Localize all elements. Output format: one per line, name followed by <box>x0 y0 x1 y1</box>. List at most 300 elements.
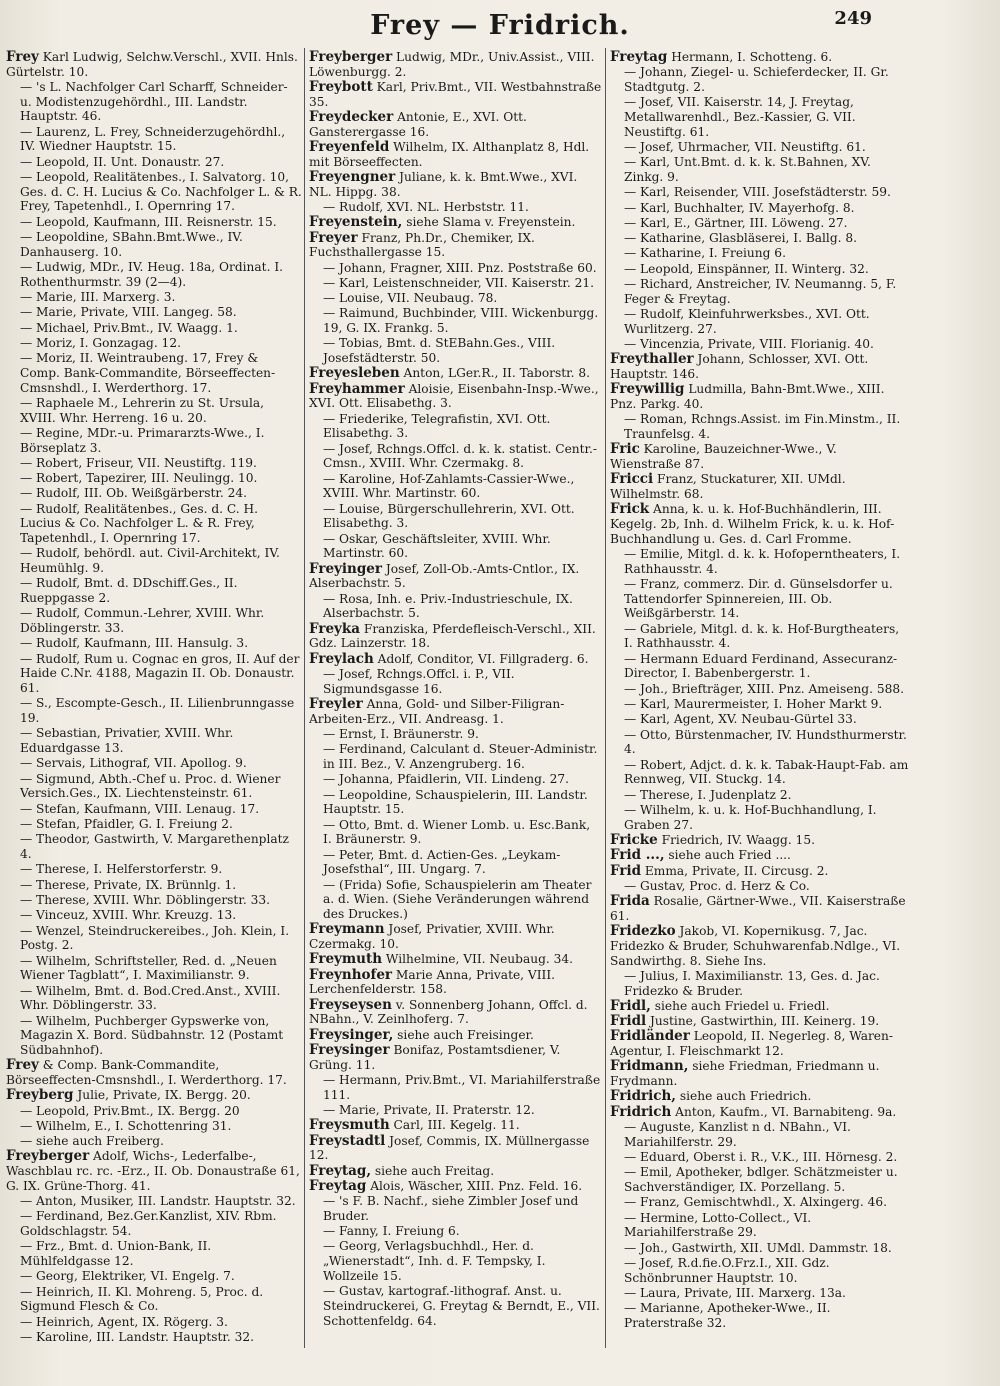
directory-entry <box>610 231 910 246</box>
directory-entry <box>610 848 910 863</box>
column-2 <box>309 50 602 1376</box>
entry-text: — siehe auch Freiberg. <box>20 1134 164 1149</box>
entry-text: — Raimund, Buchbinder, VIII. Wickenburgg. 19, G. IX. Frankg. 5. <box>323 306 599 336</box>
directory-entry <box>610 999 910 1014</box>
directory-entry <box>610 65 910 94</box>
directory-entry <box>6 1330 302 1345</box>
entry-text: Marie Anna, Private, VIII. Lerchenfelderstr. 158. <box>309 967 556 997</box>
directory-entry <box>610 1195 910 1210</box>
directory-entry <box>6 817 302 832</box>
entry-text: — Servais, Lithograf, VII. Apollog. 9. <box>20 756 247 771</box>
entry-surname: Freysinger, <box>309 1026 394 1043</box>
entry-surname: Freythaller <box>610 351 694 368</box>
directory-entry <box>6 486 302 501</box>
entry-text: — Otto, Bmt. d. Wiener Lomb. u. Esc.Bank, I. Bräunerstr. 9. <box>323 817 591 847</box>
entry-text: — Rudolf, Kleinfuhrwerksbes., XVI. Ott. Wurlitzerg. 27. <box>624 307 870 336</box>
entry-text: — Julius, I. Maximilianstr. 13, Ges. d. Jac. Fridezko & Bruder. <box>624 968 880 998</box>
entry-surname: Freyinger <box>309 560 382 577</box>
directory-entry <box>610 879 910 894</box>
entry-text: — Moriz, I. Gonzagag. 12. <box>20 335 181 350</box>
entry-text: — Johann, Ziegel- u. Schieferdecker, II. Gr. Stadtgutg. 2. <box>624 65 889 94</box>
entry-text: — Emil, Apotheker, bdlger. Schätzmeister u. Sachverständiger, IX. Porzellang. 5. <box>624 1165 898 1195</box>
entry-text: — Vinceuz, XVIII. Whr. Kreuzg. 13. <box>20 908 237 923</box>
directory-entry <box>610 1105 910 1120</box>
directory-entry <box>6 772 302 801</box>
entry-text: — Hermann Eduard Ferdinand, Assecuranz-Director, I. Babenbergerstr. 1. <box>624 651 898 681</box>
directory-entry <box>309 336 602 365</box>
entry-text: — Tobias, Bmt. d. StEBahn.Ges., VIII. Josefstädterstr. 50. <box>323 336 556 366</box>
directory-entry <box>309 231 602 260</box>
directory-entry <box>6 336 302 351</box>
entry-text: — Karl, Buchhalter, IV. Mayerhofg. 8. <box>624 200 855 215</box>
directory-entry <box>309 697 602 726</box>
entry-text: — Karoline, Hof-Zahlamts-Cassier-Wwe., XVIII. Whr. Martinstr. 60. <box>323 471 575 501</box>
directory-entry <box>309 1224 602 1239</box>
directory-entry <box>309 652 602 667</box>
entry-surname: Freyberger <box>309 50 393 65</box>
entry-text: — Ernst, I. Bräunerstr. 9. <box>323 727 479 742</box>
directory-entry <box>6 696 302 725</box>
directory-entry <box>6 984 302 1013</box>
entry-text: Bonifaz, Postamtsdiener, V. Grüng. 11. <box>309 1042 561 1072</box>
entry-text: — Wilhelm, Schriftsteller, Red. d. „Neuen Wiener Tagblatt“, I. Maximilianstr. 9. <box>20 953 277 983</box>
entry-surname: Freyenstein, <box>309 214 403 231</box>
entry-text: — Rudolf, Kaufmann, III. Hansulg. 3. <box>20 636 249 651</box>
directory-entry <box>6 1194 302 1209</box>
directory-entry <box>309 291 602 306</box>
entry-text: Anton, LGer.R., II. Taborstr. 8. <box>399 366 591 381</box>
directory-entry <box>610 712 910 727</box>
directory-entry <box>610 1029 910 1058</box>
directory-entry <box>309 848 602 877</box>
entry-text: — Rudolf, Rum u. Cognac en gros, II. Auf der Haide C.Nr. 4188, Magazin II. Ob. Donaustr. 61. <box>20 651 300 696</box>
entry-surname: Fridrich <box>610 1103 672 1120</box>
directory-entry <box>309 1043 602 1072</box>
entry-text: Justine, Gastwirthin, III. Keinerg. 19. <box>646 1014 880 1029</box>
entry-text: — Wilhelm, Puchberger Gypswerke von, Magazin X. Bord. Südbahnstr. 12 (Postamt Südbahnhof). <box>20 1013 284 1057</box>
entry-text: — Stefan, Pfaidler, G. I. Freiung 2. <box>20 817 233 832</box>
directory-entry <box>309 727 602 742</box>
entry-text: siehe Friedman, Friedmann u. Frydmann. <box>610 1059 880 1089</box>
entry-surname: Freydecker <box>309 109 394 125</box>
entry-text: — Therese, Private, IX. Brünnlg. 1. <box>20 877 237 892</box>
entry-text: — Joh., Briefträger, XIII. Pnz. Ameiseng. 588. <box>624 681 904 696</box>
entry-surname: Freysmuth <box>309 1117 390 1134</box>
directory-entry <box>6 50 302 79</box>
directory-entry <box>309 878 602 922</box>
entry-text: — Moriz, II. Weintraubeng. 17, Frey & Comp. Bank-Commandite, Börseeffecten-Cmsnshdl., I. Werderthorg. 17. <box>20 351 276 395</box>
entry-text: — Louise, Bürgerschullehrerin, XVI. Ott. Elisabethg. 3. <box>323 501 575 531</box>
entry-text: — Karl, Maurermeister, I. Hoher Markt 9. <box>624 697 883 712</box>
entry-text: siehe auch Fried .... <box>664 848 791 863</box>
directory-entry <box>610 864 910 879</box>
entry-text: — Gabriele, Mitgl. d. k. k. Hof-Burgtheaters, I. Rathhausstr. 4. <box>624 621 900 651</box>
directory-entry <box>610 352 910 381</box>
directory-entry <box>6 1058 302 1087</box>
entry-text: — Louise, VII. Neubaug. 78. <box>323 291 498 306</box>
directory-entry <box>309 140 602 169</box>
directory-entry <box>6 321 302 336</box>
entry-text: Hermann, I. Schotteng. 6. <box>667 50 833 64</box>
entry-text: — Johann, Fragner, XIII. Pnz. Poststraße 60. <box>323 260 597 275</box>
entry-text: Rosalie, Gärtner-Wwe., VII. Kaiserstraße 61. <box>610 894 906 923</box>
directory-entry <box>610 833 910 848</box>
directory-entry <box>309 170 602 199</box>
directory-entry <box>610 758 910 787</box>
entry-text: Alois, Wäscher, XIII. Pnz. Feld. 16. <box>366 1178 583 1193</box>
directory-entry <box>309 1103 602 1118</box>
directory-entry <box>309 952 602 967</box>
column-divider <box>605 48 606 1348</box>
directory-entry <box>6 636 302 651</box>
entry-text: Anna, Gold- und Silber-Filigran-Arbeiten-Erz., VII. Andreasg. 1. <box>309 697 565 726</box>
directory-entry <box>309 772 602 787</box>
directory-entry <box>6 170 302 214</box>
entry-text: Franziska, Pferdefleisch-Verschl., XII. Gdz. Lainzerstr. 18. <box>309 621 596 651</box>
entry-text: Adolf, Wichs-, Lederfalbe-, Waschblau rc. rc. -Erz., II. Ob. Donaustraße 61, G. IX. Grüne-Thorg. 41. <box>6 1149 300 1193</box>
entry-surname: Frid ..., <box>610 847 665 864</box>
directory-entry <box>6 351 302 395</box>
directory-entry <box>6 426 302 455</box>
directory-entry <box>6 396 302 425</box>
directory-entry <box>610 1286 910 1301</box>
directory-entry <box>6 1149 302 1193</box>
entry-text: — Rudolf, III. Ob. Weißgärberstr. 24. <box>20 486 247 501</box>
entry-surname: Freyberger <box>6 1148 90 1165</box>
entry-text: — Josef, Uhrmacher, VII. Neustiftg. 61. <box>624 140 866 154</box>
directory-entry <box>610 155 910 184</box>
directory-entry <box>309 215 602 230</box>
entry-text: — Josef, Rchngs.Offcl. d. k. k. statist. Centr.-Cmsn., XVIII. Whr. Czermakg. 8. <box>323 441 598 471</box>
column-3 <box>610 50 910 1376</box>
entry-text: — Otto, Bürstenmacher, IV. Hundsthurmerstr. 4. <box>624 727 907 757</box>
entry-text: — Wilhelm, k. u. k. Hof-Buchhandlung, I. Graben 27. <box>624 802 877 832</box>
entry-text: — S., Escompte-Gesch., II. Lilienbrunngasse 19. <box>20 696 295 726</box>
entry-surname: Freytag <box>610 50 668 65</box>
entry-text: — Rudolf, Commun.-Lehrer, XVIII. Whr. Döblingerstr. 33. <box>20 606 265 636</box>
entry-text: Antonie, E., XVI. Ott. Gansterergasse 16. <box>309 110 527 139</box>
directory-entry <box>610 682 910 697</box>
directory-entry <box>610 1301 910 1330</box>
entry-text: — Marianne, Apotheker-Wwe., II. Praterstraße 32. <box>624 1301 831 1330</box>
directory-entry <box>6 924 302 953</box>
directory-entry <box>6 756 302 771</box>
directory-entry <box>6 1315 302 1330</box>
entry-text: Leopold, II. Negerleg. 8, Waren-Agentur, I. Fleischmarkt 12. <box>610 1029 893 1059</box>
directory-entry <box>610 337 910 352</box>
entry-text: Ludwig, MDr., Univ.Assist., VIII. Löwenburgg. 2. <box>309 50 595 79</box>
directory-entry <box>309 1118 602 1133</box>
entry-text: Josef, Commis, IX. Müllnergasse 12. <box>309 1133 590 1163</box>
entry-text: Anton, Kaufm., VI. Barnabiteng. 9a. <box>671 1104 897 1119</box>
entry-text: Adolf, Conditor, VI. Fillgraderg. 6. <box>373 651 589 666</box>
directory-entry <box>309 80 602 109</box>
directory-entry <box>309 968 602 997</box>
entry-text: Wilhelmine, VII. Neubaug. 34. <box>382 952 574 967</box>
directory-entry <box>610 307 910 336</box>
entry-surname: Freyler <box>309 696 363 713</box>
entry-text: — Ferdinand, Bez.Ger.Kanzlist, XIV. Rbm. Goldschlagstr. 54. <box>20 1209 277 1239</box>
entry-surname: Freyenfeld <box>309 139 390 155</box>
entry-text: — Karl, Leistenschneider, VII. Kaiserstr. 21. <box>323 275 594 290</box>
entry-surname: Fricke <box>610 831 658 848</box>
directory-entry <box>6 893 302 908</box>
entry-text: Emma, Private, II. Circusg. 2. <box>641 863 829 878</box>
directory-entry <box>6 260 302 289</box>
directory-entry <box>610 140 910 155</box>
entry-surname: Fridmann, <box>610 1058 689 1075</box>
entry-surname: Freyhammer <box>309 380 405 397</box>
directory-entry <box>6 878 302 893</box>
entry-text: Ludmilla, Bahn-Bmt.Wwe., XIII. Pnz. Parkg. 40. <box>610 382 885 412</box>
entry-text: siehe auch Freitag. <box>371 1163 495 1178</box>
entry-text: — 's F. B. Nachf., siehe Zimbler Josef und Bruder. <box>323 1194 579 1223</box>
directory-entry <box>309 50 602 79</box>
entry-text: — Hermine, Lotto-Collect., VI. Mariahilferstraße 29. <box>624 1210 812 1240</box>
column-1 <box>6 50 302 1376</box>
entry-text: — Heinrich, II. Kl. Mohreng. 5, Proc. d. Sigmund Flesch & Co. <box>20 1284 264 1314</box>
directory-entry <box>6 305 302 320</box>
page-title: Frey — Fridrich. <box>370 10 630 41</box>
directory-entry <box>309 382 602 411</box>
entry-text: — Leopoldine, Schauspielerin, III. Landstr. Hauptstr. 15. <box>323 787 588 817</box>
directory-entry <box>610 788 910 803</box>
directory-entry <box>6 215 302 230</box>
entry-text: siehe Slama v. Freyenstein. <box>402 215 576 230</box>
page-header <box>0 6 1000 46</box>
directory-entry <box>309 1134 602 1163</box>
directory-entry <box>6 652 302 696</box>
entry-surname: Fridezko <box>610 923 676 940</box>
directory-entry <box>309 622 602 651</box>
directory-entry <box>309 1179 602 1194</box>
entry-text: Josef, Zoll-Ob.-Amts-Cntlor., IX. Alserbachstr. 5. <box>309 561 580 591</box>
entry-text: — Sigmund, Abth.-Chef u. Proc. d. Wiener Versich.Ges., IX. Liechtensteinstr. 61. <box>20 771 281 801</box>
entry-text: — Georg, Verlagsbuchhdl., Her. d. „Wienerstadt“, Inh. d. F. Tempsky, I. Wollzeile 15. <box>323 1239 546 1283</box>
entry-text: — Leopold, Priv.Bmt., IX. Bergg. 20 <box>20 1103 240 1118</box>
entry-text: Julie, Private, IX. Bergg. 20. <box>73 1088 251 1103</box>
entry-text: — Karl, Reisender, VIII. Josefstädterstr. 59. <box>624 185 891 200</box>
entry-text: — Katharine, I. Freiung 6. <box>624 246 786 261</box>
entry-text: — Laurenz, L. Frey, Schneiderzugehördhl., IV. Wiedner Hauptstr. 15. <box>20 124 286 154</box>
entry-text: Karoline, Bauzeichner-Wwe., V. Wienstraße 87. <box>610 442 837 472</box>
entry-text: — Roman, Rchngs.Assist. im Fin.Minstm., II. Traunfelsg. 4. <box>624 412 901 442</box>
directory-entry <box>610 246 910 261</box>
entry-text: siehe auch Friedrich. <box>676 1089 812 1104</box>
directory-entry <box>6 125 302 154</box>
directory-entry <box>610 1089 910 1104</box>
entry-text: — Richard, Anstreicher, IV. Neumanng. 5, F. Feger & Freytag. <box>624 277 897 306</box>
directory-entry <box>610 652 910 681</box>
entry-text: — Josef, Rchngs.Offcl. i. P., VII. Sigmundsgasse 16. <box>323 667 515 696</box>
directory-entry <box>610 1120 910 1149</box>
entry-text: — Michael, Priv.Bmt., IV. Waagg. 1. <box>20 320 238 335</box>
entry-text: — Rudolf, Bmt. d. DDschiff.Ges., II. Rueppgasse 2. <box>20 576 238 606</box>
directory-entry <box>309 562 602 591</box>
entry-surname: Freyka <box>309 620 360 637</box>
entry-surname: Frey <box>6 50 39 65</box>
entry-text: — Rudolf, Realitätenbes., Ges. d. C. H. Lucius & Co. Nachfolger L. & R. Frey, Tapetenhdl., I. Opernring 17. <box>20 501 259 546</box>
entry-text: — Auguste, Kanzlist n d. NBahn., VI. Mariahilferstr. 29. <box>624 1120 851 1149</box>
entry-text: — Georg, Elektriker, VI. Engelg. 7. <box>20 1269 235 1284</box>
directory-entry <box>6 80 302 124</box>
entry-surname: Frey <box>6 1057 39 1074</box>
column-divider <box>304 48 305 1348</box>
entry-text: — Marie, Private, II. Praterstr. 12. <box>323 1102 535 1117</box>
directory-entry <box>610 1150 910 1165</box>
entry-surname: Freyengner <box>309 169 396 185</box>
directory-entry <box>6 471 302 486</box>
directory-entry <box>610 1256 910 1285</box>
entry-surname: Freyer <box>309 229 358 246</box>
entry-text: — Therese, I. Helferstorferstr. 9. <box>20 862 223 877</box>
entry-text: — Joh., Gastwirth, XII. UMdl. Dammstr. 18. <box>624 1240 892 1255</box>
entry-text: siehe auch Freisinger. <box>393 1027 534 1042</box>
directory-entry <box>309 442 602 471</box>
directory-entry <box>610 277 910 306</box>
directory-entry <box>309 261 602 276</box>
entry-surname: Fridl <box>610 1013 647 1030</box>
entry-text: — Wilhelm, Bmt. d. Bod.Cred.Anst., XVIII. Whr. Döblingerstr. 33. <box>20 983 281 1013</box>
entry-text: — Karl, Agent, XV. Neubau-Gürtel 33. <box>624 712 857 727</box>
directory-entry <box>6 1269 302 1284</box>
entry-text: v. Sonnenberg Johann, Offcl. d. NBahn., V. Zeinlhoferg. 7. <box>309 997 588 1027</box>
directory-entry <box>6 230 302 259</box>
entry-surname: Fricci <box>610 471 654 488</box>
directory-entry <box>610 894 910 923</box>
entry-surname: Freymuth <box>309 951 383 968</box>
entry-text: — Leopold, Einspänner, II. Winterg. 32. <box>624 261 869 276</box>
entry-text: — Vincenzia, Private, VIII. Florianig. 40. <box>624 337 874 352</box>
entry-text: — Peter, Bmt. d. Actien-Ges. „Leykam-Josefsthal“, III. Ungarg. 7. <box>323 847 561 877</box>
entry-text: — Hermann, Priv.Bmt., VI. Mariahilferstraße 111. <box>323 1072 601 1102</box>
entry-text: Friedrich, IV. Waagg. 15. <box>657 832 815 847</box>
entry-text: — Katharine, Glasbläserei, I. Ballg. 8. <box>624 231 858 246</box>
page-number: 249 <box>834 8 872 29</box>
entry-text: — Johanna, Pfaidlerin, VII. Lindeng. 27. <box>323 772 570 787</box>
directory-entry <box>610 412 910 441</box>
entry-surname: Fric <box>610 441 640 458</box>
entry-text: Karl Ludwig, Selchw.Verschl., XVII. Hnls. Gürtelstr. 10. <box>6 50 298 79</box>
entry-text: — Ferdinand, Calculant d. Steuer-Administr. in III. Bez., V. Anzengruberg. 16. <box>323 742 598 772</box>
directory-entry <box>610 262 910 277</box>
entry-text: — Wilhelm, E., I. Schottenring 31. <box>20 1118 232 1133</box>
entry-text: — Oskar, Geschäftsleiter, XVIII. Whr. Martinstr. 60. <box>323 531 551 561</box>
directory-entry <box>6 726 302 755</box>
directory-entry <box>309 532 602 561</box>
directory-entry <box>6 155 302 170</box>
entry-text: — Laura, Private, III. Marxerg. 13a. <box>624 1285 846 1300</box>
directory-entry <box>309 110 602 139</box>
directory-entry <box>309 922 602 951</box>
directory-entry <box>610 502 910 546</box>
entry-surname: Freyberg <box>6 1087 74 1104</box>
directory-entry <box>610 803 910 832</box>
directory-entry <box>6 1209 302 1238</box>
entry-text: & Comp. Bank-Commandite, Börseeffecten-Cmsnshdl., I. Werderthorg. 17. <box>6 1058 287 1087</box>
entry-text: — Josef, R.d.fie.O.Frz.I., XII. Gdz. Schönbrunner Hauptstr. 10. <box>624 1255 830 1285</box>
entry-surname: Frick <box>610 501 650 518</box>
entry-text: — Rudolf, XVI. NL. Herbststr. 11. <box>323 200 529 214</box>
entry-surname: Fridländer <box>610 1028 690 1045</box>
entry-text: Josef, Privatier, XVIII. Whr. Czermakg. 10. <box>309 922 555 952</box>
entry-text: Franz, Ph.Dr., Chemiker, IX. Fuchsthallergasse 15. <box>309 230 535 260</box>
directory-entry <box>309 998 602 1027</box>
directory-entry <box>610 622 910 651</box>
entry-surname: Freywillig <box>610 381 685 398</box>
directory-entry <box>610 924 910 968</box>
directory-entry <box>309 1194 602 1223</box>
directory-entry <box>610 728 910 757</box>
entry-text: — Franz, commerz. Dir. d. Günselsdorfer u. Tattendorfer Spinnereien, III. Ob. Weißgärberstr. 14. <box>624 577 893 621</box>
entry-surname: Freystadtl <box>309 1132 386 1149</box>
entry-text: Jakob, VI. Kopernikusg. 7, Jac. Fridezko & Bruder, Schuhwarenfab.Ndlge., VI. Sandwirthg. 8. Siehe Ins. <box>610 924 901 968</box>
entry-text: — Marie, Private, VIII. Langeg. 58. <box>20 305 237 320</box>
directory-entry <box>309 788 602 817</box>
entry-text: — Franz, Gemischtwhdl., X. Alxingerg. 46. <box>624 1195 887 1210</box>
entry-text: Aloisie, Eisenbahn-Insp.-Wwe., XVI. Ott. Elisabethg. 3. <box>309 381 599 411</box>
directory-entry <box>610 472 910 501</box>
directory-entry <box>309 366 602 381</box>
entry-text: — Raphaele M., Lehrerin zu St. Ursula, XVIII. Whr. Herreng. 16 u. 20. <box>20 395 265 425</box>
entry-text: — Friederike, Telegrafistin, XVI. Ott. Elisabethg. 3. <box>323 411 551 441</box>
directory-entry <box>6 606 302 635</box>
directory-entry <box>6 1014 302 1058</box>
directory-entry <box>610 1241 910 1256</box>
entry-text: — Stefan, Kaufmann, VIII. Lenaug. 17. <box>20 801 260 816</box>
directory-entry <box>309 472 602 501</box>
entry-text: — Leopold, Kaufmann, III. Reisnerstr. 15. <box>20 214 277 229</box>
entry-surname: Frid <box>610 862 642 879</box>
directory-entry <box>610 185 910 200</box>
directory-entry <box>610 697 910 712</box>
directory-entry <box>610 216 910 231</box>
entry-text: Carl, III. Kegelg. 11. <box>389 1118 520 1133</box>
directory-entry <box>610 50 910 65</box>
directory-entry <box>309 742 602 771</box>
directory-entry <box>309 276 602 291</box>
entry-text: — Regine, MDr.-u. Primararzts-Wwe., I. Börseplatz 3. <box>20 425 265 455</box>
entry-text: — Leopold, Realitätenbes., I. Salvatorg. 10, Ges. d. C. H. Lucius & Co. Nachfolger L. & R. Frey, Tapetenhdl., I. Opernring 17. <box>20 170 302 214</box>
directory-entry <box>6 576 302 605</box>
directory-entry <box>6 1134 302 1149</box>
directory-entry <box>6 1285 302 1314</box>
entry-text: — Gustav, kartograf.-lithograf. Anst. u. Steindruckerei, G. Freytag & Berndt, E., VII. Schottenfeldg. 64. <box>323 1284 600 1328</box>
entry-text: — Leopold, II. Unt. Donaustr. 27. <box>20 154 225 169</box>
directory-entry <box>610 969 910 998</box>
entry-text: — Leopoldine, SBahn.Bmt.Wwe., IV. Danhauserg. 10. <box>20 230 243 259</box>
directory-entry <box>6 456 302 471</box>
entry-text: siehe auch Friedel u. Friedl. <box>650 998 830 1013</box>
entry-text: — Karl, E., Gärtner, III. Löweng. 27. <box>624 215 848 230</box>
entry-text: — Robert, Tapezirer, III. Neulingg. 10. <box>20 471 258 486</box>
directory-entry <box>309 592 602 621</box>
directory-entry <box>6 908 302 923</box>
directory-entry <box>610 442 910 471</box>
entry-text: — Emilie, Mitgl. d. k. k. Hofoperntheaters, I. Rathhausstr. 4. <box>624 547 901 576</box>
directory-entry <box>610 1014 910 1029</box>
directory-entry <box>610 382 910 411</box>
entry-text: — Robert, Friseur, VII. Neustiftg. 119. <box>20 455 257 470</box>
directory-entry <box>309 412 602 441</box>
entry-surname: Freyesleben <box>309 365 400 382</box>
entry-text: — Marie, III. Marxerg. 3. <box>20 290 176 304</box>
entry-text: — Rosa, Inh. e. Priv.-Industrieschule, IX. Alserbachstr. 5. <box>323 591 573 621</box>
directory-entry <box>309 200 602 215</box>
entry-surname: Freytag <box>309 1177 367 1194</box>
entry-text: Karl, Priv.Bmt., VII. Westbahnstraße 35. <box>309 80 602 109</box>
directory-entry <box>610 1059 910 1088</box>
